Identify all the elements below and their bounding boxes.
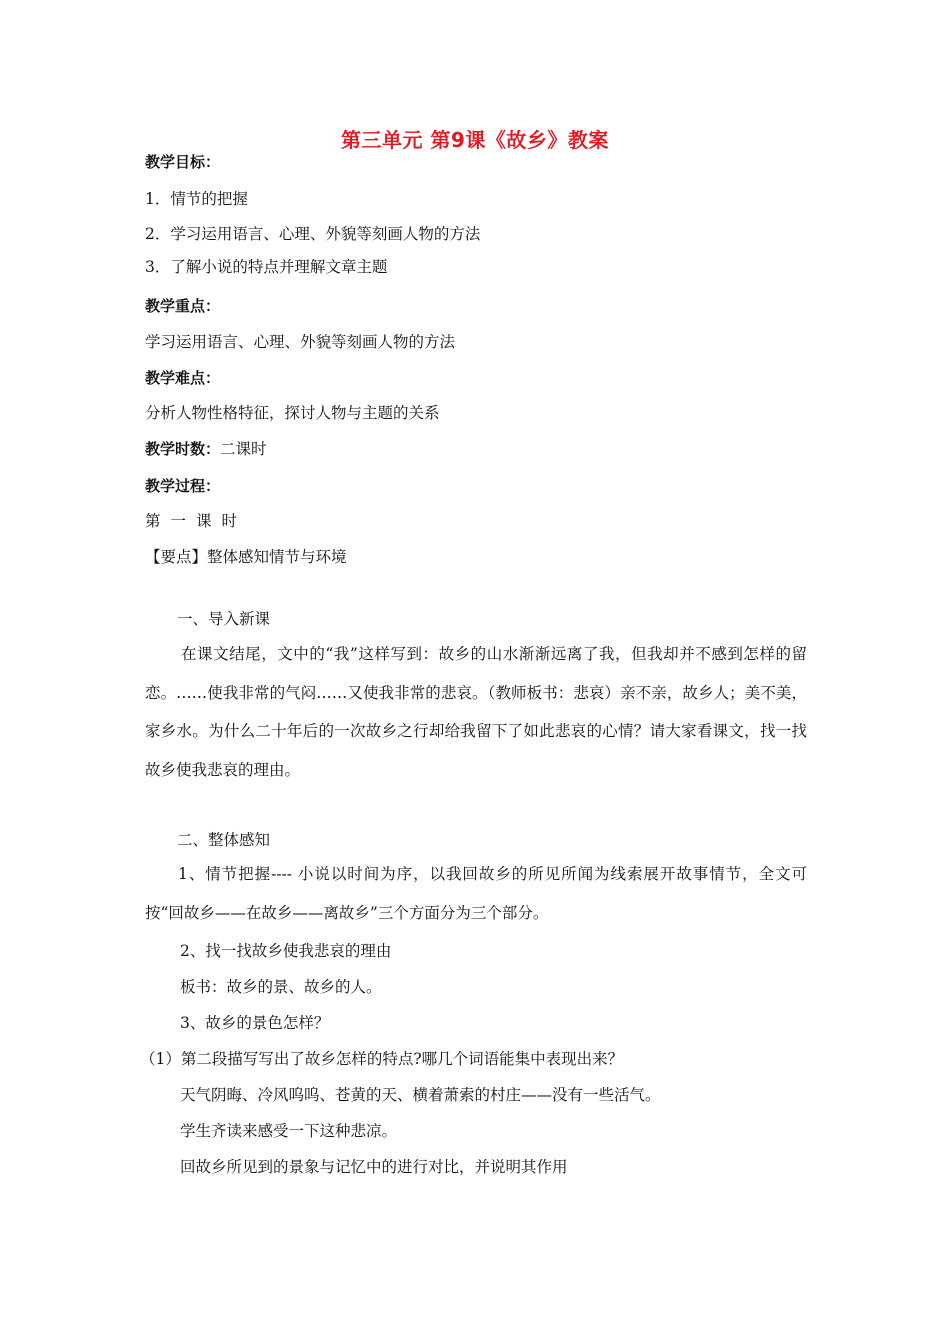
section1-heading: 一、导入新课 [177, 610, 271, 628]
hours-value: 二课时 [220, 440, 267, 458]
key-points-heading: 教学重点： [145, 297, 221, 315]
difficulties-text: 分析人物性格特征，探讨人物与主题的关系 [145, 404, 440, 422]
objectives-heading: 教学目标： [145, 153, 221, 171]
document-title: 第三单元 第9课《故乡》教案 [341, 128, 609, 152]
hours-line [145, 439, 267, 459]
process-heading: 教学过程： [145, 477, 221, 495]
section2-item3: 3、故乡的景色怎样？ [180, 1014, 330, 1032]
section2-compare: 回故乡所见到的景象与记忆中的进行对比，并说明其作用 [180, 1158, 568, 1176]
objective-item: 1．情节的把握 [145, 190, 248, 208]
section1-body: 在课文结尾，文中的“我”这样写到：故乡的山水渐渐远离了我，但我却并不感到怎样的留恋。……使我非常的气闷……又使我非常的悲哀。（教师板书：悲哀）亲不亲，故乡人；美不美，家乡水。为什么二十年后的一次故乡之行却给我留下了如此悲哀的心情？请大家看课文，找一找故乡使我悲哀的理由。 [145, 645, 807, 779]
objective-item: 2．学习运用语言、心理、外貌等刻画人物的方法 [145, 225, 481, 243]
lesson-label: 第一课时 [145, 512, 248, 530]
key-label: 【要点】整体感知情节与环境 [145, 548, 347, 566]
section2-answer1: 天气阴晦、冷风呜呜、苍黄的天、横着萧索的村庄——没有一些活气。 [180, 1086, 661, 1104]
section2-heading: 二、整体感知 [177, 831, 271, 849]
key-points-text: 学习运用语言、心理、外貌等刻画人物的方法 [145, 333, 456, 351]
section2-item1: 1、情节把握---- 小说以时间为序，以我回故乡的所见所闻为线索展开故事情节，全文可按“回故乡——在故乡——离故乡”三个方面分为三个部分。 [145, 865, 807, 922]
section2-question1: （1）第二段描写写出了故乡怎样的特点?哪几个词语能集中表现出来？ [140, 1050, 624, 1068]
section2-item2: 2、找一找故乡使我悲哀的理由 [180, 942, 392, 960]
difficulties-heading: 教学难点： [145, 369, 221, 387]
section2-board: 板书：故乡的景、故乡的人。 [180, 978, 382, 996]
objective-item: 3．了解小说的特点并理解文章主题 [145, 258, 388, 276]
section2-read: 学生齐读来感受一下这种悲凉。 [180, 1122, 398, 1140]
hours-heading: 教学时数： [145, 440, 221, 458]
